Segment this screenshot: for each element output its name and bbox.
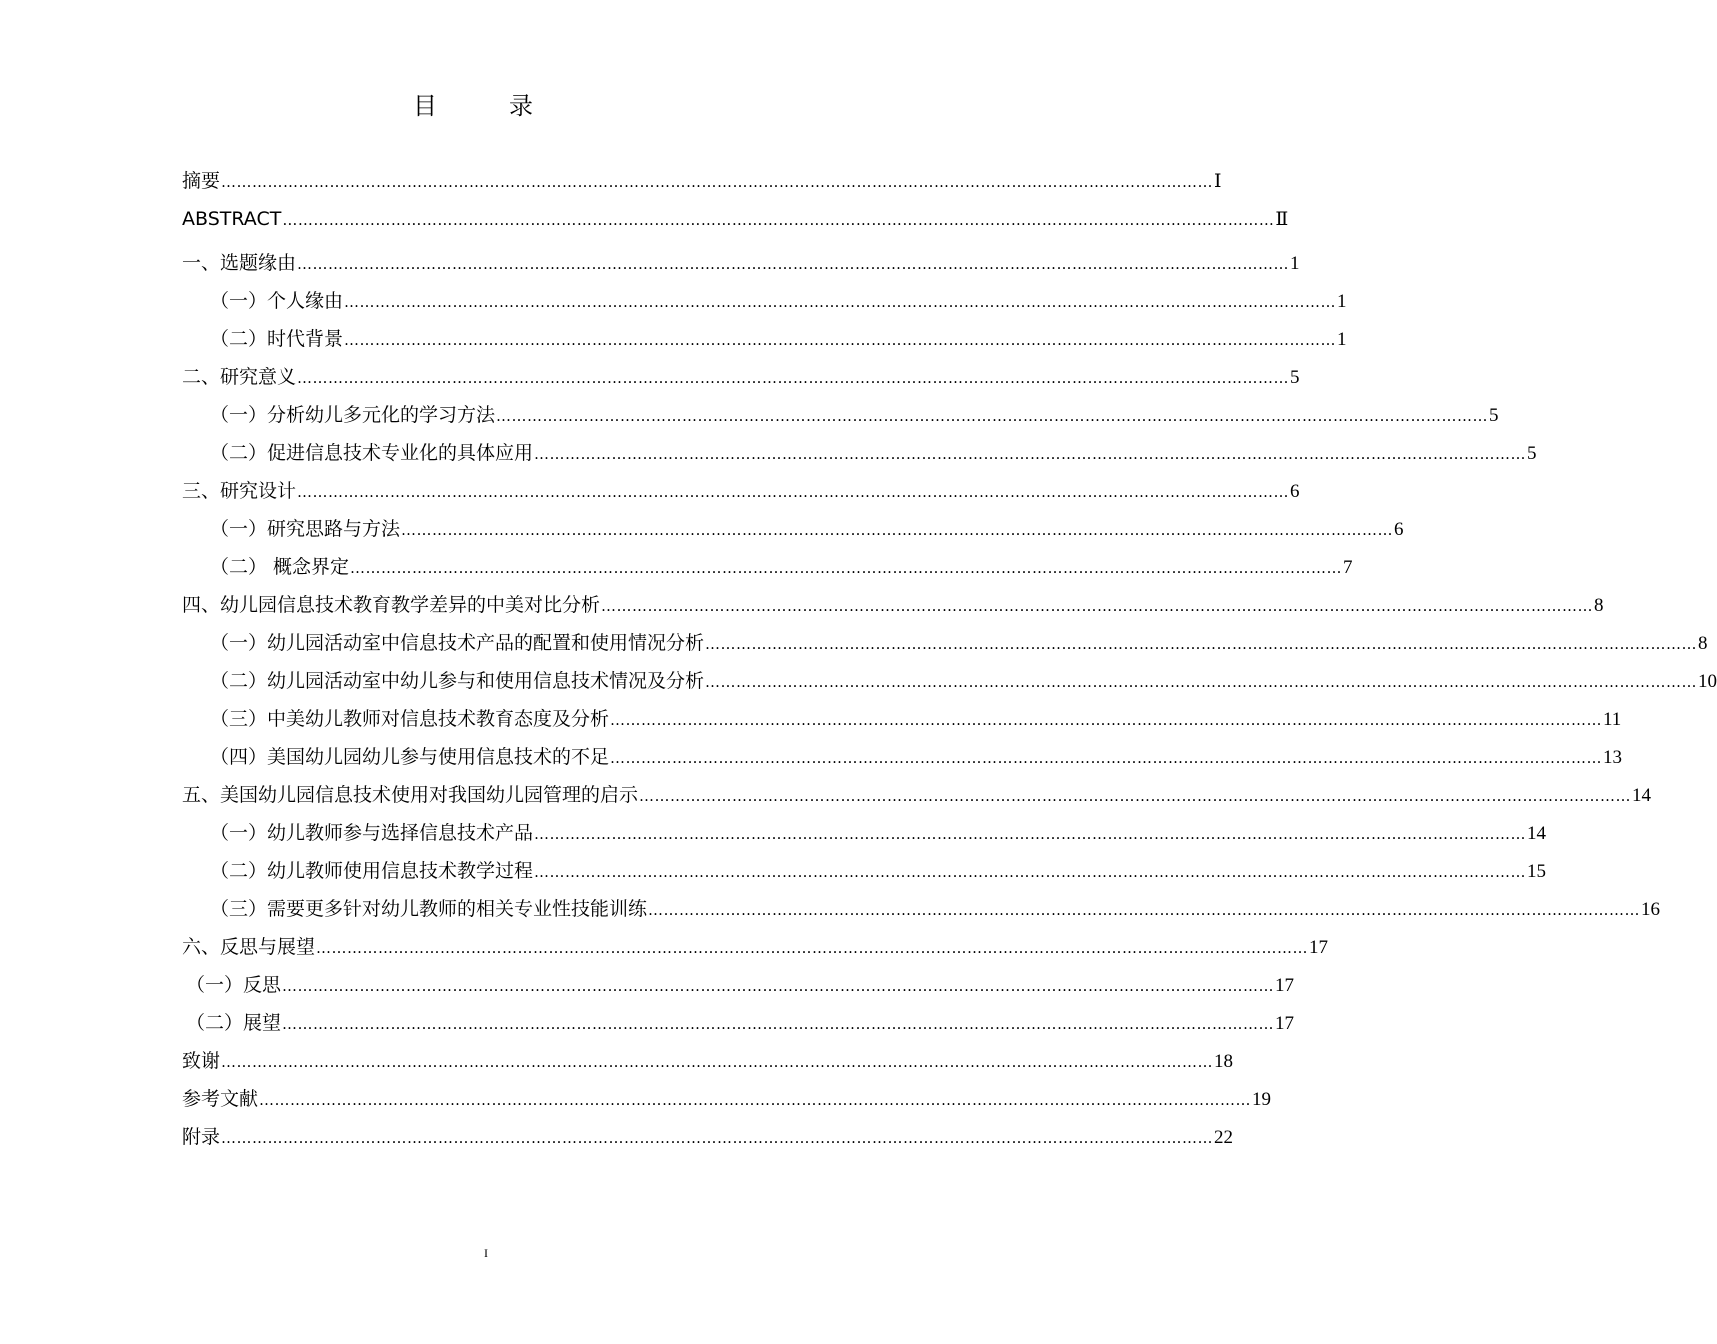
toc-entry-section-4-1 xyxy=(210,628,1708,658)
toc-entry-section-3-2 xyxy=(210,552,1353,582)
toc-leader: ………………………………………………………………………………………………………………………………………………………………………… xyxy=(496,407,1489,425)
toc-leader: ………………………………………………………………………………………………………………………………………………………………………… xyxy=(344,331,1337,349)
toc-page-number: 5 xyxy=(1489,405,1499,426)
toc-entry-text: （一）幼儿教师参与选择信息技术产品 xyxy=(210,822,534,844)
toc-page-number: 5 xyxy=(1290,367,1300,388)
toc-entry-text: （三）中美幼儿教师对信息技术教育态度及分析 xyxy=(210,708,610,730)
toc-entry-text: 六、反思与展望 xyxy=(182,936,316,958)
toc-entry-text: （一）幼儿园活动室中信息技术产品的配置和使用情况分析 xyxy=(210,632,705,654)
page-number: I xyxy=(484,1246,488,1260)
toc-entry-text: （四）美国幼儿园幼儿参与使用信息技术的不足 xyxy=(210,746,610,768)
toc-entry-abstract-cn xyxy=(182,166,1222,196)
toc-page-number: 1 xyxy=(1290,253,1300,274)
toc-page-number: Ⅰ xyxy=(1214,171,1222,192)
toc-entry-section-5-2 xyxy=(210,856,1547,886)
toc-page-number: 16 xyxy=(1641,899,1661,920)
toc-leader: ………………………………………………………………………………………………………………………………………………………………………… xyxy=(297,255,1290,273)
toc-leader: ………………………………………………………………………………………………………………………………………………………………………… xyxy=(534,863,1527,881)
toc-page-number: 6 xyxy=(1290,481,1300,502)
toc-leader: ………………………………………………………………………………………………………………………………………………………………………… xyxy=(282,977,1275,995)
toc-entry-section-3-1 xyxy=(210,514,1404,544)
toc-leader: ………………………………………………………………………………………………………………………………………………………………………… xyxy=(282,211,1275,229)
toc-entry-section-6-2 xyxy=(186,1008,1295,1038)
toc-entry-text: 致谢 xyxy=(182,1050,221,1072)
toc-entry-text: 摘要 xyxy=(182,170,221,192)
toc-entry-section-4-2 xyxy=(210,666,1717,696)
toc-entry-text: （一）分析幼儿多元化的学习方法 xyxy=(210,404,496,426)
toc-entry-text: （二）时代背景 xyxy=(210,328,344,350)
toc-page-number: 14 xyxy=(1527,823,1547,844)
toc-page-number: 18 xyxy=(1214,1051,1234,1072)
toc-leader: ………………………………………………………………………………………………………………………………………………………………………… xyxy=(316,939,1309,957)
toc-entry-section-2-2 xyxy=(210,438,1537,468)
toc-entry-text: （二）促进信息技术专业化的具体应用 xyxy=(210,442,534,464)
toc-page-number: 7 xyxy=(1343,557,1353,578)
page-title: 目 录 xyxy=(413,92,557,120)
toc-page-number: 11 xyxy=(1603,709,1622,730)
toc-entry-references xyxy=(182,1084,1272,1114)
toc-leader: ………………………………………………………………………………………………………………………………………………………………………… xyxy=(344,293,1337,311)
toc-leader: ………………………………………………………………………………………………………………………………………………………………………… xyxy=(297,369,1290,387)
toc-leader: ………………………………………………………………………………………………………………………………………………………………………… xyxy=(639,787,1632,805)
toc-leader: ………………………………………………………………………………………………………………………………………………………………………… xyxy=(705,673,1698,691)
toc-page-number: 8 xyxy=(1594,595,1604,616)
toc-entry-section-5-3 xyxy=(210,894,1661,924)
toc-leader: ………………………………………………………………………………………………………………………………………………………………………… xyxy=(705,635,1698,653)
toc-entry-text: （一）反思 xyxy=(186,974,282,996)
toc-entry-text: 一、选题缘由 xyxy=(182,252,297,274)
toc-page-number: 8 xyxy=(1698,633,1708,654)
toc-leader: ………………………………………………………………………………………………………………………………………………………………………… xyxy=(221,173,1214,191)
toc-entry-acknowledgements xyxy=(182,1046,1234,1076)
toc-entry-chapter-1 xyxy=(182,248,1300,278)
toc-entry-section-1-2 xyxy=(210,324,1347,354)
toc-page-number: 17 xyxy=(1309,937,1329,958)
toc-entry-chapter-4 xyxy=(182,590,1604,620)
toc-entry-text: （二） 概念界定 xyxy=(210,556,350,578)
toc-page-number: 14 xyxy=(1632,785,1652,806)
toc-entry-section-6-1 xyxy=(186,970,1295,1000)
toc-page-number: 22 xyxy=(1214,1127,1234,1148)
toc-entry-text: （二）幼儿教师使用信息技术教学过程 xyxy=(210,860,534,882)
toc-page-number: 1 xyxy=(1337,291,1347,312)
toc-leader: ………………………………………………………………………………………………………………………………………………………………………… xyxy=(282,1015,1275,1033)
toc-entry-text: （二）幼儿园活动室中幼儿参与和使用信息技术情况及分析 xyxy=(210,670,705,692)
toc-leader: ………………………………………………………………………………………………………………………………………………………………………… xyxy=(259,1091,1252,1109)
toc-entry-text: （一）研究思路与方法 xyxy=(210,518,401,540)
toc-entry-text: ABSTRACT xyxy=(182,208,282,230)
toc-entry-text: 二、研究意义 xyxy=(182,366,297,388)
toc-entry-chapter-2 xyxy=(182,362,1300,392)
toc-entry-text: 四、幼儿园信息技术教育教学差异的中美对比分析 xyxy=(182,594,601,616)
toc-entry-section-2-1 xyxy=(210,400,1499,430)
toc-entry-text: 附录 xyxy=(182,1126,221,1148)
toc-entry-section-4-4 xyxy=(210,742,1623,772)
toc-entry-text: （三）需要更多针对幼儿教师的相关专业性技能训练 xyxy=(210,898,648,920)
toc-entry-chapter-3 xyxy=(182,476,1300,506)
toc-entry-text: 三、研究设计 xyxy=(182,480,297,502)
toc-entry-section-4-3 xyxy=(210,704,1622,734)
toc-leader: ………………………………………………………………………………………………………………………………………………………………………… xyxy=(610,749,1603,767)
toc-leader: ………………………………………………………………………………………………………………………………………………………………………… xyxy=(350,559,1343,577)
toc-entry-text: 五、美国幼儿园信息技术使用对我国幼儿园管理的启示 xyxy=(182,784,639,806)
toc-entry-abstract-en xyxy=(182,204,1289,234)
toc-leader: ………………………………………………………………………………………………………………………………………………………………………… xyxy=(648,901,1641,919)
toc-leader: ………………………………………………………………………………………………………………………………………………………………………… xyxy=(534,825,1527,843)
toc-page-number: 1 xyxy=(1337,329,1347,350)
toc-entry-chapter-6 xyxy=(182,932,1329,962)
toc-entry-text: （一）个人缘由 xyxy=(210,290,344,312)
toc-page-number: Ⅱ xyxy=(1275,209,1289,230)
toc-page-number: 17 xyxy=(1275,975,1295,996)
toc-page-number: 5 xyxy=(1527,443,1537,464)
toc-page-number: 13 xyxy=(1603,747,1623,768)
toc-leader: ………………………………………………………………………………………………………………………………………………………………………… xyxy=(401,521,1394,539)
toc-leader: ………………………………………………………………………………………………………………………………………………………………………… xyxy=(221,1129,1214,1147)
toc-entry-section-1-1 xyxy=(210,286,1347,316)
toc-entry-chapter-5 xyxy=(182,780,1652,810)
toc-entry-text: （二）展望 xyxy=(186,1012,282,1034)
toc-page-number: 17 xyxy=(1275,1013,1295,1034)
toc-page-number: 6 xyxy=(1394,519,1404,540)
toc-leader: ………………………………………………………………………………………………………………………………………………………………………… xyxy=(221,1053,1214,1071)
toc-page-number: 10 xyxy=(1698,671,1717,692)
toc-leader: ………………………………………………………………………………………………………………………………………………………………………… xyxy=(534,445,1527,463)
toc-entry-appendix xyxy=(182,1122,1234,1152)
toc-page-number: 19 xyxy=(1252,1089,1272,1110)
toc-entry-section-5-1 xyxy=(210,818,1547,848)
toc-page-number: 15 xyxy=(1527,861,1547,882)
toc-leader: ………………………………………………………………………………………………………………………………………………………………………… xyxy=(601,597,1594,615)
toc-leader: ………………………………………………………………………………………………………………………………………………………………………… xyxy=(297,483,1290,501)
toc-leader: ………………………………………………………………………………………………………………………………………………………………………… xyxy=(610,711,1603,729)
toc-entry-text: 参考文献 xyxy=(182,1088,259,1110)
